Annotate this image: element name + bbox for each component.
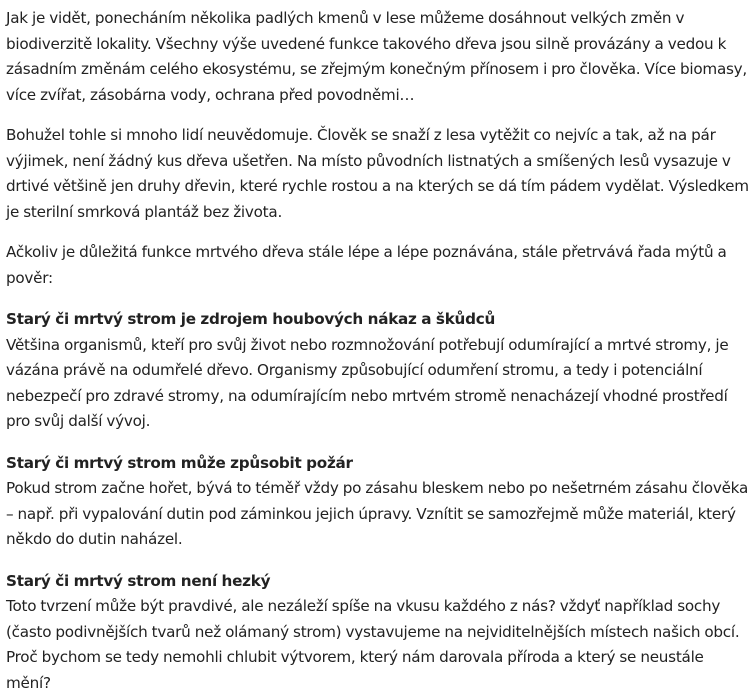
paragraph-biodiversity: Jak je vidět, ponecháním několika padlých kmenů v lese můžeme dosáhnout velkých změn v biodiverzitě lokality. Všechny výše uvedené funkce takového dřeva jsou silně provázány a vedou k zásadním změnám celého ekosystému, se zřejmým konečným přínosem i pro člověka. Více biomasy, více zvířat, zásobárna vody, ochrana před povodněmi… [6,6,750,108]
myth-section-pests [6,307,750,435]
myth-heading: Starý či mrtvý strom je zdrojem houbových nákaz a škůdců [6,307,750,333]
myth-heading: Starý či mrtvý strom není hezký [6,569,750,595]
myth-heading: Starý či mrtvý strom může způsobit požár [6,451,750,477]
myth-text: Většina organismů, kteří pro svůj život nebo rozmnožování potřebují odumírající a mrtvé stromy, je vázána právě na odumřelé dřevo. Organismy způsobující odumření stromu, a tedy i potenciální nebezpečí pro zdravé stromy, na odumírajícím nebo mrtvém stromě nenacházejí vhodné prostředí pro svůj další vývoj. [6,333,750,435]
myth-section-fire [6,451,750,553]
myth-text: Toto tvrzení může být pravdivé, ale nezáleží spíše na vkusu každého z nás? vždyť například sochy (často podivnějších tvarů než olámaný strom) vystavujeme na nejviditelnějších místech našich obcí. Proč bychom se tedy nemohli chlubit výtvorem, který nám darovala příroda a který se neustále mění? [6,594,750,696]
myth-section-beauty [6,569,750,696]
paragraph-forestry: Bohužel tohle si mnoho lidí neuvědomuje. Člověk se snaží z lesa vytěžit co nejvíc a tak, až na pár výjimek, není žádný kus dřeva ušetřen. Na místo původních listnatých a smíšených lesů vysazuje v drtivé většině jen druhy dřevin, které rychle rostou a na kterých se dá tím pádem vydělat. Výsledkem je sterilní smrková plantáž bez života. [6,123,750,225]
myth-text: Pokud strom začne hořet, bývá to téměř vždy po zásahu bleskem nebo po nešetrném zásahu člověka – např. při vypalování dutin pod záminkou jejich úpravy. Vznítit se samozřejmě může materiál, který někdo do dutin naházel. [6,476,750,553]
paragraph-myths-intro: Ačkoliv je důležitá funkce mrtvého dřeva stále lépe a lépe poznávána, stále přetrvává řada mýtů a pověr: [6,240,750,291]
